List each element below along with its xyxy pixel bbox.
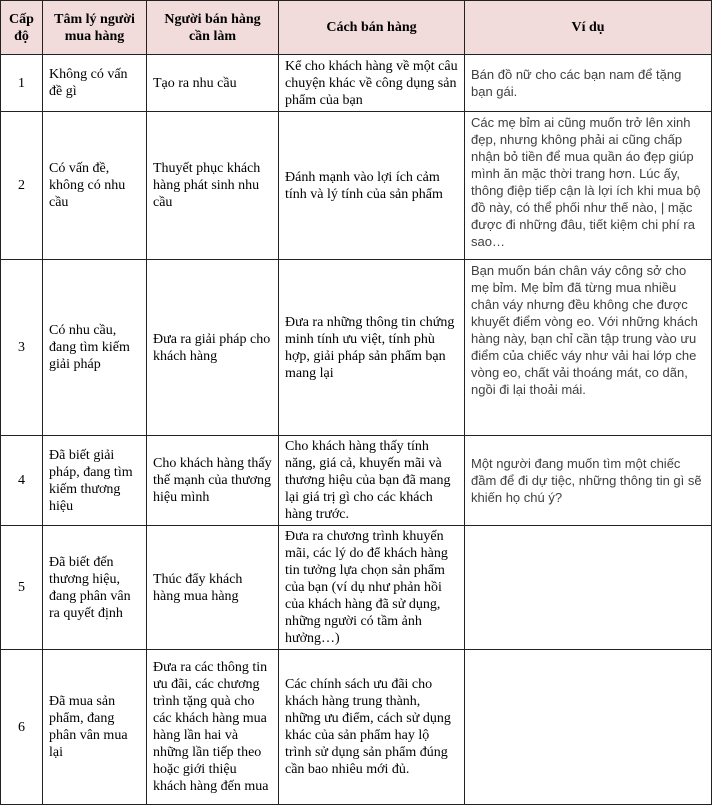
table-row — [1, 650, 712, 805]
row-level: 6 — [1, 650, 43, 805]
row-seller-action: Thuyết phục khách hàng phát sinh nhu cầu — [147, 112, 279, 260]
row-example — [465, 526, 712, 650]
row-psychology: Không có vấn đề gì — [43, 55, 147, 112]
row-level: 4 — [1, 436, 43, 526]
row-seller-action: Đưa ra giải pháp cho khách hàng — [147, 260, 279, 436]
row-level: 5 — [1, 526, 43, 650]
header-example: Ví dụ — [465, 1, 712, 55]
row-psychology: Đã biết giải pháp, đang tìm kiếm thương hiệu — [43, 436, 147, 526]
row-psychology: Có nhu cầu, đang tìm kiếm giải pháp — [43, 260, 147, 436]
table-row — [1, 436, 712, 526]
row-example: Bạn muốn bán chân váy công sở cho mẹ bỉm. Mẹ bỉm đã từng mua nhiều chân váy nhưng đều không che được khuyết điểm vòng eo. Với những khách hàng này, bạn chỉ cần tập trung vào ưu điểm của chiếc váy như vải hai lớp che vòng eo, chất vải thoáng mát, co dãn, ngồi đi lại thoải mái. — [465, 260, 712, 436]
row-example — [465, 650, 712, 805]
header-row — [1, 1, 712, 55]
row-psychology: Đã mua sản phẩm, đang phân vân mua lại — [43, 650, 147, 805]
table-row — [1, 260, 712, 436]
row-method: Cho khách hàng thấy tính năng, giá cả, khuyến mãi và thương hiệu của bạn đã mang lại giá trị gì cho các khách hàng trước. — [279, 436, 465, 526]
row-psychology: Có vấn đề, không có nhu cầu — [43, 112, 147, 260]
row-method: Đưa ra những thông tin chứng minh tính ưu việt, tính phù hợp, giải pháp sản phẩm bạn mang lại — [279, 260, 465, 436]
header-level: Cấp độ — [1, 1, 43, 55]
row-method: Các chính sách ưu đãi cho khách hàng trung thành, những ưu điểm, cách sử dụng khác của sản phẩm hay lộ trình sử dụng sản phẩm đúng cần bao nhiêu mới đủ. — [279, 650, 465, 805]
row-level: 3 — [1, 260, 43, 436]
row-seller-action: Đưa ra các thông tin ưu đãi, các chương trình tặng quà cho các khách hàng mua hàng lần hai và những lần tiếp theo hoặc giới thiệu khách hàng đến mua — [147, 650, 279, 805]
table-row — [1, 112, 712, 260]
row-method: Đánh mạnh vào lợi ích cảm tính và lý tính của sản phẩm — [279, 112, 465, 260]
row-method: Đưa ra chương trình khuyến mãi, các lý do để khách hàng tin tưởng lựa chọn sản phẩm của bạn (ví dụ như phản hồi của khách hàng đã sử dụng, những người có tầm ảnh hưởng…) — [279, 526, 465, 650]
header-method: Cách bán hàng — [279, 1, 465, 55]
row-method: Kể cho khách hàng về một câu chuyện khác về công dụng sản phẩm của bạn — [279, 55, 465, 112]
header-seller-action: Người bán hàng cần làm — [147, 1, 279, 55]
row-example: Bán đồ nữ cho các bạn nam để tặng bạn gái. — [465, 55, 712, 112]
row-seller-action: Cho khách hàng thấy thế mạnh của thương hiệu mình — [147, 436, 279, 526]
row-example: Các mẹ bỉm ai cũng muốn trở lên xinh đẹp, nhưng không phải ai cũng chấp nhận bỏ tiền để mua quần áo đẹp giúp mình ăn mặc thời trang hơn. Lúc ấy, thông điệp tiếp cận là lợi ích khi mua bộ đồ này, có thể phối như thế nào, | mặc được đi những đâu, tiết kiệm chi phí ra sao… — [465, 112, 712, 260]
row-seller-action: Tạo ra nhu cầu — [147, 55, 279, 112]
row-psychology: Đã biết đến thương hiệu, đang phân vân ra quyết định — [43, 526, 147, 650]
header-psychology: Tâm lý người mua hàng — [43, 1, 147, 55]
row-level: 1 — [1, 55, 43, 112]
row-example: Một người đang muốn tìm một chiếc đầm để đi dự tiệc, những thông tin gì sẽ khiến họ chú ý? — [465, 436, 712, 526]
row-level: 2 — [1, 112, 43, 260]
table-row — [1, 526, 712, 650]
table-row — [1, 55, 712, 112]
row-seller-action: Thúc đẩy khách hàng mua hàng — [147, 526, 279, 650]
